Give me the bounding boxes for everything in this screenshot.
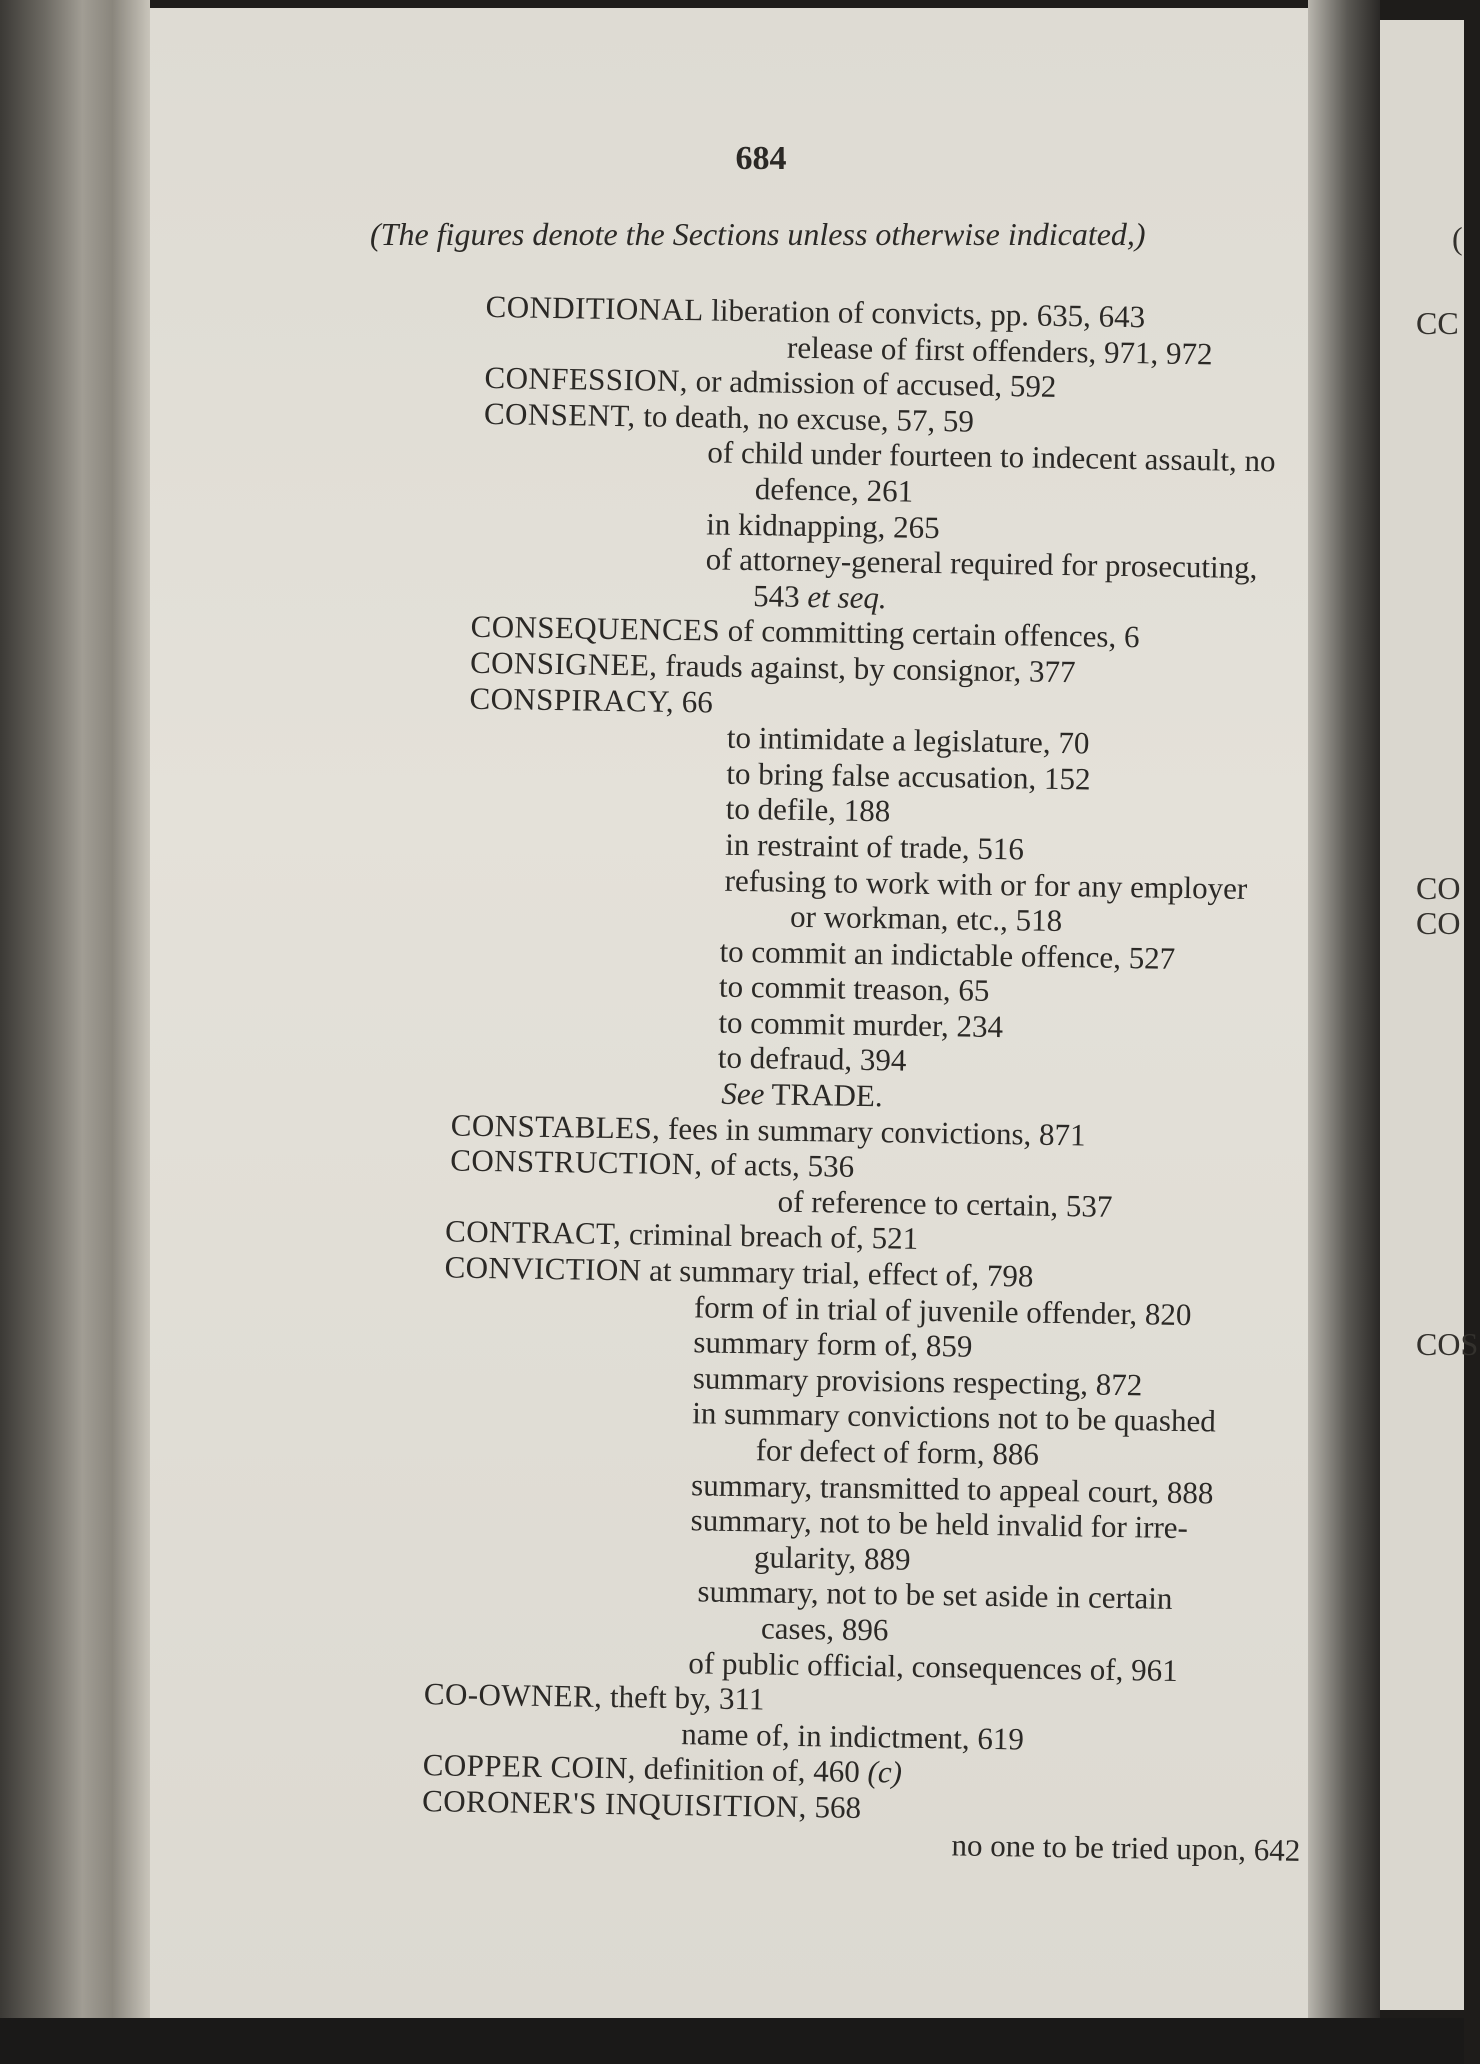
index-entry: summary provisions respecting, 872 <box>692 1360 1143 1403</box>
index-entry: COPPER COIN, definition of, 460 (c) <box>422 1747 903 1790</box>
next-page-edge <box>1380 20 1479 2010</box>
next-page-fragment: ( <box>1452 220 1463 256</box>
next-page-fragment: CO <box>1416 905 1461 941</box>
index-note: (The figures denote the Sections unless otherwise indicated,) <box>370 216 1146 252</box>
index-entry: of attorney-general required for prosecuting, <box>705 541 1258 586</box>
index-entry: to defile, 188 <box>725 791 891 829</box>
index-entry: for defect of form, 886 <box>755 1432 1040 1472</box>
index-entry: CONSTRUCTION, of acts, 536 <box>450 1142 855 1185</box>
index-entry: defence, 261 <box>754 471 914 509</box>
page-number: 684 <box>735 140 787 177</box>
index-entry: in restraint of trade, 516 <box>725 826 1025 867</box>
index-entry: of reference to certain, 537 <box>777 1183 1113 1224</box>
index-entry: no one to be tried upon, 642 <box>951 1826 1301 1868</box>
index-entry: cases, 896 <box>760 1610 889 1648</box>
index-entry: CONTRACT, criminal breach of, 521 <box>444 1213 919 1257</box>
index-entry: CONVICTION at summary trial, effect of, 798 <box>444 1249 1034 1294</box>
bottom-shadow <box>0 2018 1464 2064</box>
book-spine <box>0 0 150 2064</box>
index-entry: summary, transmitted to appeal court, 888 <box>690 1466 1214 1511</box>
index-entry: to defraud, 394 <box>717 1040 907 1079</box>
index-entry: form of in trial of juvenile offender, 820 <box>693 1288 1192 1332</box>
index-entry: CO-OWNER, theft by, 311 <box>423 1676 765 1717</box>
index-entry: CONSTABLES, fees in summary convictions, 871 <box>450 1107 1086 1153</box>
index-entry: summary form of, 859 <box>693 1324 973 1364</box>
index-entries <box>275 286 1479 1870</box>
index-entry: to intimidate a legislature, 70 <box>726 719 1090 761</box>
index-entry: gularity, 889 <box>753 1539 911 1577</box>
index-entry: See TRADE. <box>721 1075 883 1114</box>
index-entry: CONDITIONAL liberation of convicts, pp. 635, 643 <box>485 288 1146 335</box>
next-page-fragment: CO <box>1416 870 1461 906</box>
index-entry: in summary convictions not to be quashed <box>692 1395 1217 1439</box>
page-gutter <box>1308 0 1380 2064</box>
index-entry: of child under fourteen to indecent assault, no <box>707 434 1276 479</box>
index-entry: to commit an indictable offence, 527 <box>719 933 1176 976</box>
index-entry: CONSENT, to death, no excuse, 57, 59 <box>483 395 975 439</box>
next-page-fragment: COS <box>1416 1326 1479 1362</box>
index-entry: CONSPIRACY, 66 <box>469 680 714 720</box>
index-entry: to commit murder, 234 <box>718 1004 1004 1045</box>
index-entry: summary, not to be set aside in certain <box>697 1573 1173 1617</box>
index-entry: CORONER'S INQUISITION, 568 <box>421 1783 862 1825</box>
index-entry: CONSEQUENCES of committing certain offences, 6 <box>470 609 1140 655</box>
index-entry: or workman, etc., 518 <box>789 898 1063 939</box>
index-entry: of public official, consequences of, 961 <box>688 1644 1178 1688</box>
index-entry: release of first offenders, 971, 972 <box>786 329 1213 371</box>
index-entry: to bring false accusation, 152 <box>726 755 1091 797</box>
index-entry: to commit treason, 65 <box>718 968 990 1009</box>
index-entry: refusing to work with or for any employer <box>724 862 1248 906</box>
index-entry: CONFESSION, or admission of accused, 592 <box>484 360 1057 405</box>
next-page-fragment: CC <box>1416 305 1459 341</box>
index-entry: in kidnapping, 265 <box>706 505 940 545</box>
index-entry: 543 et seq. <box>752 577 887 616</box>
index-entry: name of, in indictment, 619 <box>681 1715 1025 1757</box>
index-entry: CONSIGNEE, frauds against, by consignor, 377 <box>469 644 1076 690</box>
book-page <box>150 8 1372 2018</box>
index-entry: summary, not to be held invalid for irre- <box>690 1502 1189 1546</box>
